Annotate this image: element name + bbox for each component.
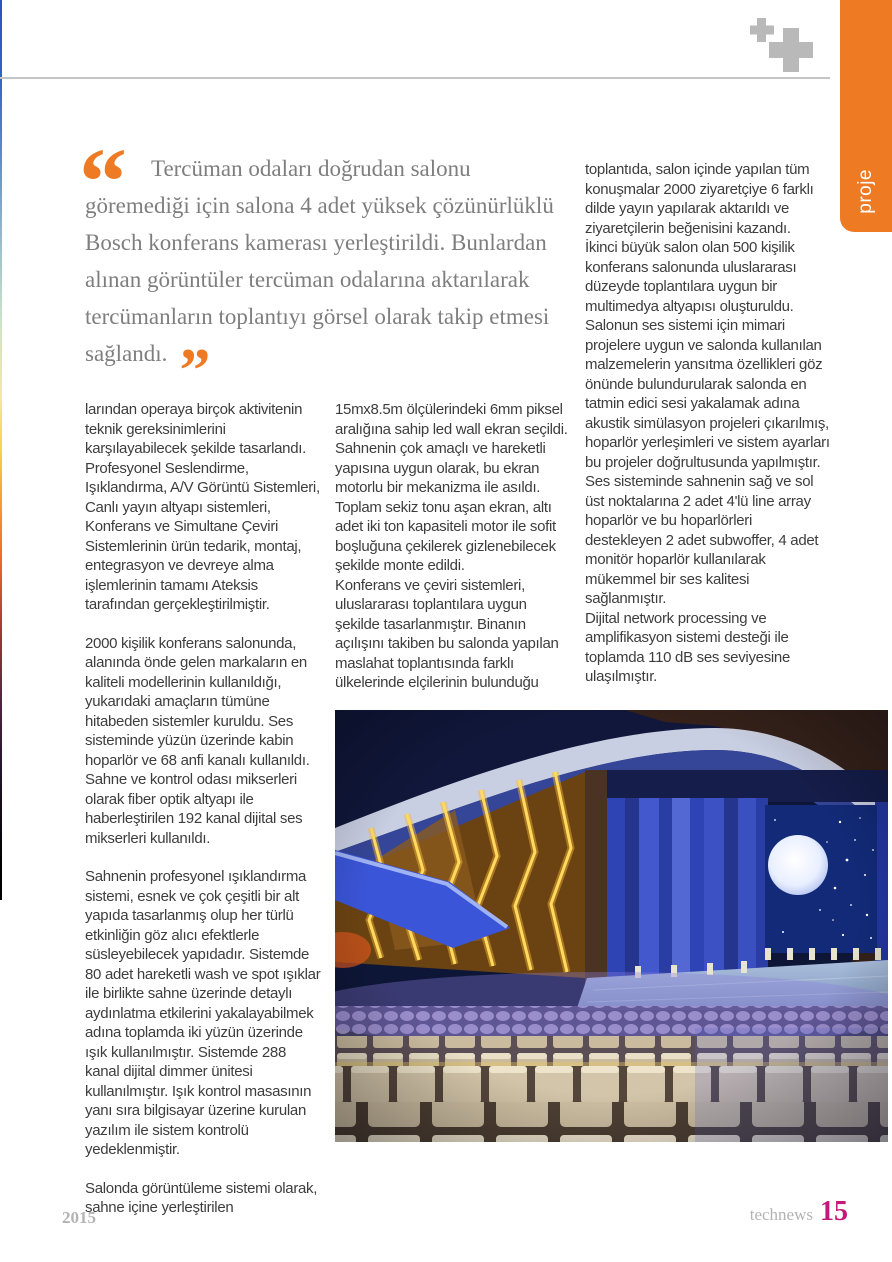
paragraph: Sahnenin profesyonel ışıklandırma sistemi, esnek ve çok çeşitli bir alt yapıda tasarlanmış olup her türlü etkinliğin göz alıcı efektlerle süsleyebilecek yapıdadır. Sistemde 80 adet hareketli wash ve spot ışıklar ile birlikte sahne üzerinde detaylı aydınlatma etkilerini yakalayabilmek adına toplamda iki yüzün üzerinde ışık kullanılmıştır. Sistemde 288 kanal dijital dimmer ünitesi kullanılmıştır. Işık kontrol masasının yanı sıra bilgisayar üzerine kurulan yazılım ile sistem kontrolü yedeklenmiştir. [85,868,321,1158]
small-plus-icon [750,26,774,35]
paragraph: 15mx8.5m ölçülerindeki 6mm piksel aralığına sahip led wall ekran seçildi. Sahnenin çok amaçlı ve hareketli yapısına uygun olarak, bu ekran motorlu bir mekanizma ile asıldı. Toplam sekiz tonu aşan ekran, altı adet iki ton kapasiteli motor ile sofit boşluğuna çekilerek gizlenebilecek şekilde monte edildi. [335,401,568,574]
text-column-2 [335,400,572,693]
section-tab-proje [840,0,892,232]
text-column-1 [85,400,322,1237]
paragraph: Salonun ses sistemi için mimari projelere uygun ve salonda kullanılan malzemelerin yansıtma özellikleri göz önünde bulundurularak salonda en tatmin edici sesi yakalamak adına akustik simülasyon projeleri çıkarılmış, hoparlör yerleşimleri ve sistem ayarları bu projeler doğrultusunda yapılmıştır. [585,317,830,471]
auditorium-photo-art [335,710,888,1142]
plus-cross-logo [744,12,818,76]
footer-brand [750,1196,848,1228]
large-plus-icon [769,42,813,58]
pull-quote [79,128,577,405]
close-quote-icon: ” [179,337,211,405]
text-column-3 [585,160,832,687]
paragraph: Salonda görüntüleme sistemi olarak, sahne içine yerleştirilen [85,1179,318,1216]
paragraph: Dijital network processing ve amplifikasyon sistemi desteği ile toplamda 110 dB ses seviyesine ulaşılmıştır. [585,609,791,685]
paragraph: larından operaya birçok aktivitenin teknik gereksinimlerini karşılayabilecek şekilde tasarlandı. Profesyonel Seslendirme, Işıklandırma, A/V Görüntü Sistemleri, Canlı yayın altyapı sistemleri, Konferans ve Simultane Çeviri Sistemlerinin ürün tedarik, montaj, entegrasyon ve devreye alma işlemlerinin tamamı Ateksis tarafından gerçekleştirilmiştir. [85,401,320,613]
header-divider [0,77,830,79]
footer-magazine-name: technews [749,1205,813,1224]
open-quote-icon: “ [79,128,127,235]
paragraph: 2000 kişilik konferans salonunda, alanında önde gelen markaların en kaliteli modellerinin kullanıldığı, yukarıdaki amaçların tümüne hitabeden sistemler kuruldu. Ses sisteminde yüzün üzerinde kabin hoparlör ve 68 anfi kanalı kullanıldı. Sahne ve kontrol odası mikserleri olarak fiber optik altyapı ile haberleştirilen 192 kanal dijital ses mikserleri kullanıldı. [85,634,310,847]
paragraph: Konferans ve çeviri sistemleri, uluslararası toplantılara uygun şekilde tasarlanmıştır. Binanın açılışını takiben bu salonda yapılan maslahat toplantısında farklı ülkelerinde elçilerinin bulunduğu [335,576,559,691]
section-tab-label: proje [855,169,876,214]
paragraph: Ses sisteminde sahnenin sağ ve sol üst noktalarına 2 adet 4'lü line array hoparlör ve bu hoparlörleri destekleyen 2 adet subwoffer, 4 adet monitör hoparlör kullanılarak mükemmel bir ses kalitesi sağlanmıştır. [585,473,819,607]
pull-quote-text [85,150,577,405]
paragraph: İkinci büyük salon olan 500 kişilik konferans salonunda uluslararası düzeyde toplantılara uygun bir multimedya altyapısı oluşturuldu. [585,239,797,315]
auditorium-photo [335,710,888,1142]
footer-page-number: 15 [820,1196,848,1227]
pull-quote-body: Tercüman odaları doğrudan salonu göremediği için salona 4 adet yüksek çözünürlüklü Bosch konferans kamerası yerleştirildi. Bunlardan alınan görüntüler tercüman odalarına aktarılarak tercümanların toplantıyı görsel olarak takip etmesi sağlandı. [85,156,554,366]
page-edge-gradient [0,0,2,900]
footer-year: 2015 [62,1208,96,1227]
vignette [335,710,888,1142]
paragraph: toplantıda, salon içinde yapılan tüm konuşmalar 2000 ziyaretçiye 6 farklı dilde yayın yapılarak aktarıldı ve ziyaretçilerin beğenisini kazandı. [585,161,814,237]
